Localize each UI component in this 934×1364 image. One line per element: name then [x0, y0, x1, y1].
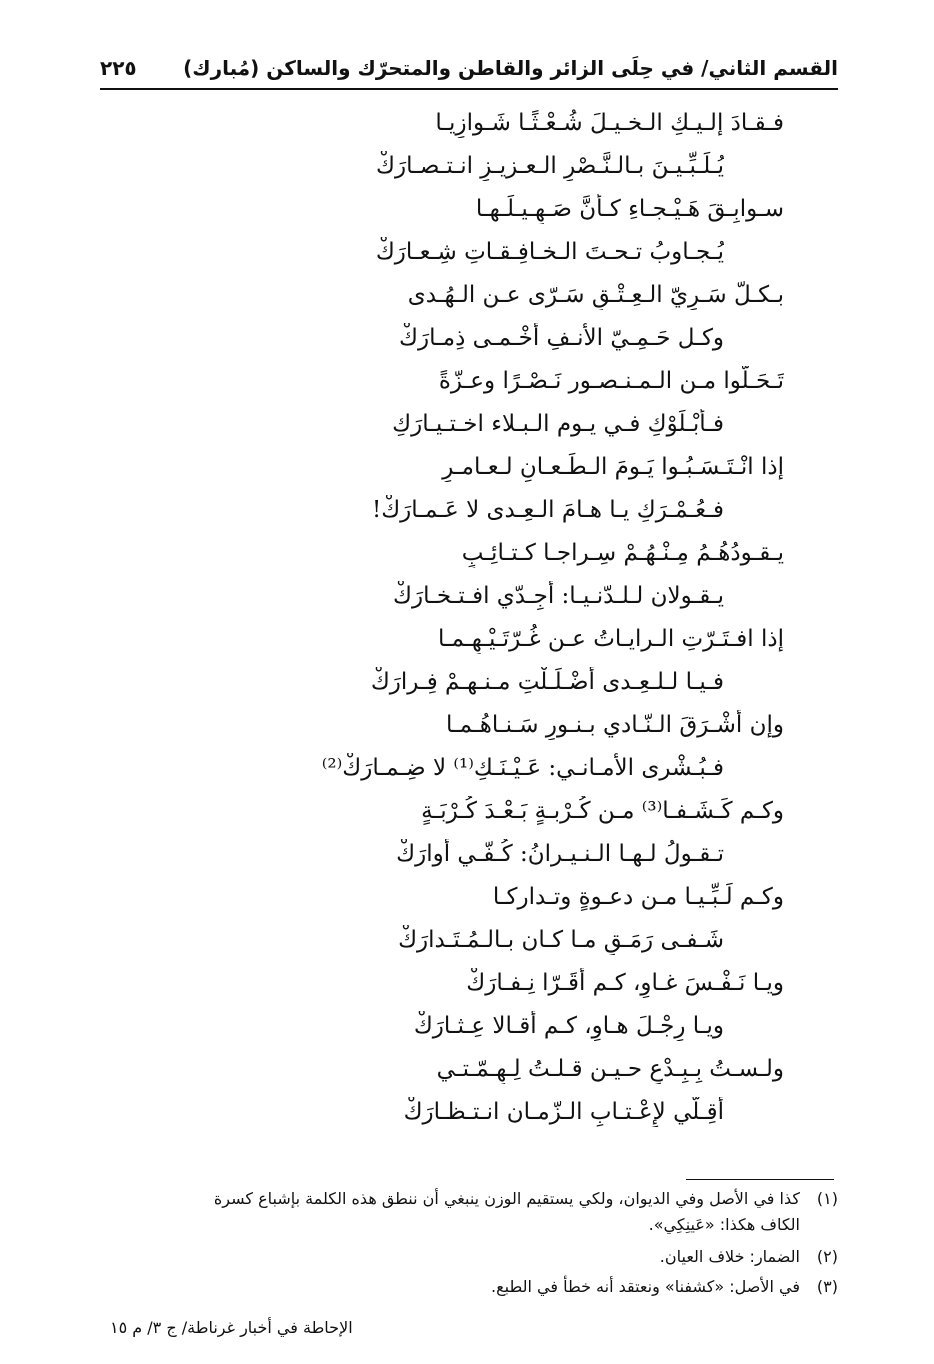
verse-line: وكـم كَـشَـفـا⁽³⁾ مـن كُـرْبـةٍ بَـعْـدَ كُـرْبَـةٍ — [421, 798, 784, 824]
running-header — [100, 52, 838, 92]
footnote-number: (٣) — [816, 1277, 838, 1296]
verse-line: فـعُـمْـرَكِ يـا هـامَ الـعِـدى لا عَـمـارَكْ! — [371, 497, 724, 523]
verse-line: يُـجـاوبُ تـحـتَ الـخـافِـقـاتِ شِـعـارَكْ — [375, 239, 724, 265]
verse-line: بـكـلّ سَـرِيّ الـعِـتْـقِ سَـرّى عـن الـهُـدى — [407, 282, 784, 308]
verse-line: سـوابِـقَ هَـيْـجـاءِ كـأنَّ صَـهِـيـلَـهـا — [475, 196, 784, 222]
footnote-1-continued: الكاف هكذا: «عَينِكِي». — [648, 1215, 800, 1234]
footnote-1 — [98, 1186, 838, 1212]
verse-line: فـبُـشْرى الأمـانـي: عَـيْـنَـكِ⁽¹⁾ لا ضِـمـارَكْ⁽²⁾ — [321, 755, 724, 781]
verse-line: إذا انْـتَـسَـبُـوا يَـومَ الـطِّـعـانِ لـعـامـرِ — [442, 454, 784, 480]
verse-line: ولـسـتُ بِـبِـدْعٍ حـيـن قـلـتُ لِـهِـمّـتـي — [436, 1056, 784, 1082]
verse-line: تَـحَـلَّوا مـن الـمـنـصـور نَـصْـرًا وعـزّةً — [438, 368, 784, 394]
footnote-text: كذا في الأصل وفي الديوان، ولكي يستقيم الوزن ينبغي أن ننطق هذه الكلمة بإشباع كسرة — [213, 1189, 800, 1208]
footnote-2 — [98, 1244, 838, 1270]
verse-line: ويـا نَـفْـسَ غـاوٍ، كـم أَقَـرّا نِـفـارَكْ — [466, 970, 784, 996]
verse-line: يـقـولان لـلـدّنـيـا: أَجِـدّي افـتـخـارَكْ — [393, 583, 724, 609]
verse-line: وكـل حَـمِـيّ الأنـفِ أَخْـمـى ذِمـارَكْ — [399, 325, 724, 351]
verse-line: فـيـا لـلـعِـدى أَضْـلَـلْتِ مـنـهـمْ فِـرارَكْ — [370, 669, 724, 695]
verse-line: إذا افـتَـرّتِ الـرايـاتُ عـن غُـرّتَـيْـهِـمـا — [437, 626, 784, 652]
page-number: ٢٢٥ — [100, 56, 137, 80]
verse-line: وكـم لَـبِّـيـا مـن دعـوةٍ وتـداركـا — [492, 884, 784, 910]
footnote-text: في الأصل: «كشفنا» ونعتقد أنه خطأ في الطبع. — [491, 1277, 800, 1296]
verse-line: يـقـودُهُـمُ مِـنْـهُـمْ سِـراجـا كـتـائِـبٍ — [461, 540, 784, 566]
footnote-number: (٢) — [816, 1247, 838, 1266]
verse-line: أَقِـلّي لإِعْـتـابِ الـزّمـان انـتـظـارَكْ — [403, 1099, 724, 1125]
printer-signature: الإحاطة في أخبار غرناطة/ ج ٣/ م ١٥ — [110, 1318, 353, 1337]
verse-line: فـأَبْـلَوْكِ فـي يـوم الـبـلاء اخـتـيـارَكِ — [392, 411, 724, 437]
footnote-3 — [98, 1274, 838, 1300]
verse-line: شَـفـى رَمَـقٍ مـا كـان بـالـمُـتَـدارَكْ — [398, 927, 724, 953]
verse-line: ويـا رِجْـلَ هـاوٍ، كـم أَقـالا عِـثـارَكْ — [413, 1013, 724, 1039]
verse-line: وإن أَشْـرَقَ الـنّـادي بـنـورِ سَـنـاهُـمـا — [445, 712, 784, 738]
verse-line: يُـلَـبِّـيـنَ بـالـنَّـصْرِ الـعـزيـزِ انـتـصـارَكْ — [376, 153, 724, 179]
footnote-number: (١) — [816, 1189, 838, 1208]
footnote-rule — [686, 1179, 834, 1180]
verse-line: فـقـادَ إلـيـكِ الـخـيـلَ شُـعْـثًـا شَـوازِيـا — [435, 110, 784, 136]
header-title: القسم الثاني/ في حِلَى الزائر والقاطن والمتحرّك والساكن (مُبارك) — [183, 56, 838, 80]
verse-line: تـقـولُ لـهـا الـنـيـرانُ: كُـفّـي أُوارَكْ — [396, 841, 724, 867]
footnote-text: الضمار: خلاف العيان. — [659, 1247, 800, 1266]
header-rule — [100, 88, 838, 90]
